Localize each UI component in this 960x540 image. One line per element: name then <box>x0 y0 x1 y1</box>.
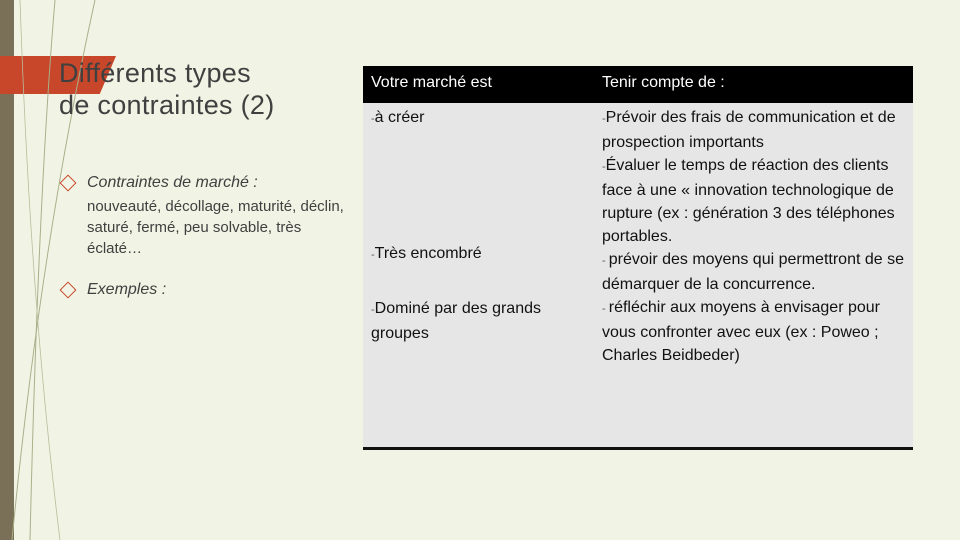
bullet-examples <box>62 279 347 301</box>
recommendation-item <box>602 248 907 296</box>
recommendation-item <box>602 106 907 154</box>
dash-marker: - <box>371 113 375 125</box>
recommendation-text: prévoir des moyens qui permettront de se démarquer de la concurrence. <box>602 251 904 293</box>
table-header-market: Votre marché est <box>371 74 492 91</box>
recommendation-item <box>602 296 907 367</box>
slide-title <box>59 57 349 121</box>
dash-marker: - <box>602 255 609 267</box>
bullet-market-constraints <box>62 172 347 259</box>
recommendation-text: réfléchir aux moyens à envisager pour vous confronter avec eux (ex : Poweo ; Charles Beidbeder) <box>602 299 880 364</box>
dash-marker: - <box>602 303 609 315</box>
table-header-row <box>363 66 913 103</box>
recommendation-text: Prévoir des frais de communication et de prospection importants <box>602 109 896 151</box>
title-line-1: Différents types <box>59 58 251 88</box>
bullet-list <box>62 172 347 301</box>
cell-text: Très encombré <box>374 245 482 262</box>
table-cell-recommendations <box>602 106 907 367</box>
table-cell-crowded <box>371 242 586 267</box>
table-cell-to-create <box>371 106 586 131</box>
dash-marker: - <box>371 249 375 261</box>
recommendation-text: Évaluer le temps de réaction des clients face à une « innovation technologique de rupture (ex : génération 3 des téléphones portables. <box>602 157 895 245</box>
dash-marker: - <box>371 304 375 316</box>
cell-text: à créer <box>374 109 425 126</box>
table-cell-dominated <box>371 297 586 345</box>
cell-text: Dominé par des grands groupes <box>371 300 541 342</box>
bullet-body: nouveauté, décollage, maturité, déclin, saturé, fermé, peu solvable, très éclaté… <box>87 198 344 257</box>
bullet-heading: Exemples : <box>87 281 167 298</box>
title-line-2: de contraintes (2) <box>59 90 275 120</box>
table-header-consider: Tenir compte de : <box>602 74 725 91</box>
dash-marker: - <box>602 113 606 125</box>
diamond-bullet-icon <box>60 175 77 192</box>
diamond-bullet-icon <box>60 282 77 299</box>
recommendation-item <box>602 154 907 248</box>
bullet-heading: Contraintes de marché : <box>87 174 258 191</box>
constraints-table <box>363 66 913 450</box>
dash-marker: - <box>602 161 606 173</box>
